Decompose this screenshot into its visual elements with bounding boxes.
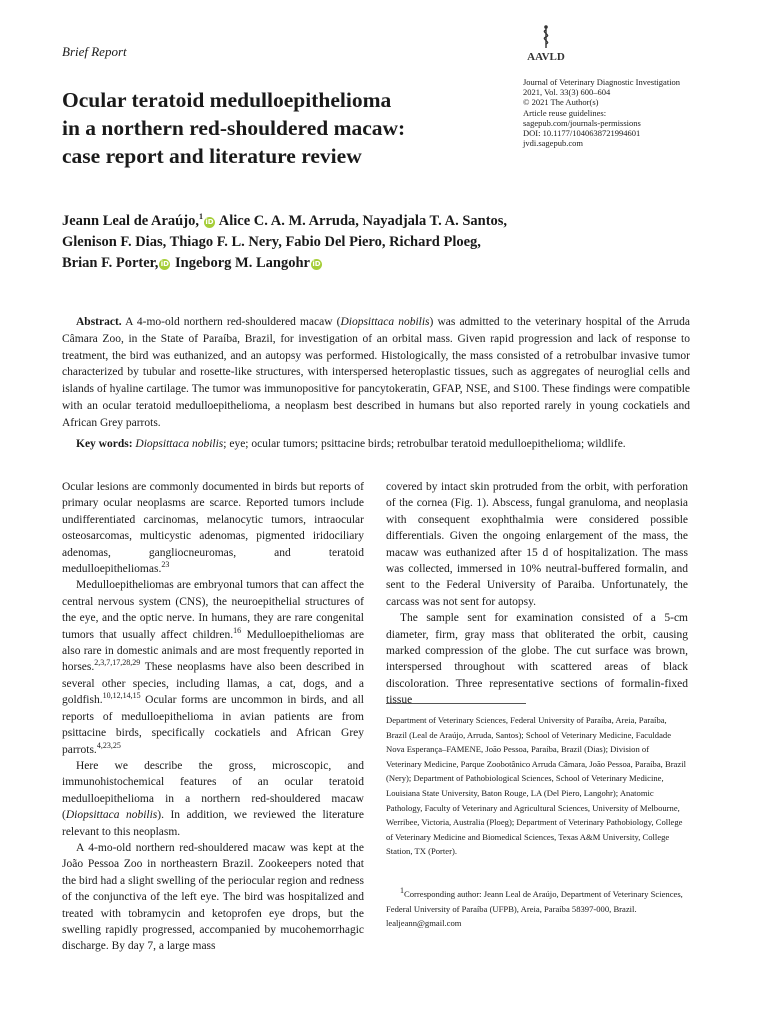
author-line: Glenison F. Dias, Thiago F. L. Nery, Fabio Del Piero, Richard Ploeg, <box>62 234 481 250</box>
paragraph: A 4-mo-old northern red-shouldered macaw was kept at the João Pessoa Zoo in northeastern Brazil. Zookeepers noted that the bird had a slight swelling of the periocular region and redness of the conjunctiva of the left eye. The bird was hospitalized and treated with tobramycin and ketoprofen eye drops, but the swelling rapidly progressed, accompanied by mucohemorrhagic discharge. By day 7, a large mass <box>62 841 364 953</box>
title-line: case report and literature review <box>62 144 362 168</box>
author-list <box>62 211 562 274</box>
paragraph: Ocular lesions are commonly documented in birds but reports of primary ocular neoplasms are scarce. Reported tumors include undifferentiated carcinomas, melanocytic tumors, intraocular osteosarcomas, multicystic adenomas, pigmented iridociliary adenomas, gangliocneuromas, and teratoid medulloepitheliomas.$^{23}$ <box>62 481 364 576</box>
orcid-icon[interactable]: iD <box>205 218 214 226</box>
author-line: Brian F. Porter, iD Ingeborg M. Langohr iD <box>62 255 321 271</box>
abstract: Abstract. A 4-mo-old northern red-shouldered macaw (Diopsittaca nobilis) was admitted to the veterinary hospital of the Arruda Câmara Zoo, in the State of Paraíba, Brazil, for investigation of an orbital mass. Given rapid progression and lack of response to treatment, the bird was euthanized, and an autopsy was performed. Histologically, the mass consisted of a retrobulbar invasive tumor characterized by tubular and rosette-like structures, with interspersed heteroplastic tissues, such as aggregates of neuroglial cells and islands of hyaline cartilage. The tumor was immunopositive for pancytokeratin, GFAP, NSE, and S100. These findings were compatible with an ocular teratoid medulloepithelioma, a neoplasm best described in humans but also reported rarely in young cockatiels and African Grey parrots. <box>62 316 690 429</box>
journal-logo-text: AAVLD <box>527 51 565 63</box>
title-line: Ocular teratoid medulloepithelioma <box>62 88 392 112</box>
journal-info <box>523 77 680 148</box>
orcid-icon[interactable]: iD <box>312 260 321 268</box>
journal-info-line: © 2021 The Author(s) <box>523 97 599 108</box>
journal-info-line: jvdi.sagepub.com <box>523 138 583 149</box>
journal-info-line: 2021, Vol. 33(3) 600–604 <box>523 87 611 98</box>
affiliations: Department of Veterinary Sciences, Federal University of Paraíba, Areia, Paraíba, Brazil (Leal de Araújo, Arruda, Santos); School of Veterinary Medicine, Faculdade Nova Esperança–FAMENE, João Pessoa, Paraíba, Brazil (Dias); Division of Veterinary Medicine, Parque Zoobotânico Arruda Câmara, João Pessoa, Paraíba, Brazil (Nery); Department of Pathobiological Sciences, School of Veterinary Medicine, Louisiana State University, Baton Rouge, LA (Del Piero, Langohr); Anatomic Pathology, Faculty of Veterinary and Agricultural Sciences, University of Melbourne, Werribee, Victoria, Australia (Ploeg); Department of Veterinary Pathobiology, College of Veterinary Medicine and Biomedical Sciences, Texas A&M University, College Station, TX (Porter). <box>386 715 686 857</box>
journal-info-line: sagepub.com/journals-permissions <box>523 117 641 128</box>
paragraph: covered by intact skin protruded from the orbit, with perforation of the cornea (Fig. 1). Abscess, fungal granuloma, and neoplasia with consequent exophthalmia were considered possible differentials. Given the ongoing enlargement of the mass, the macaw was euthanized after 15 d of hospitalization. The mass was collected, immersed in 10% neutral-buffered formalin, and sent to the Federal University of Paraiba. Unfortunately, the carcass was not sent for autopsy. <box>386 481 688 608</box>
keywords-label: Key words: <box>76 438 133 450</box>
keywords: Key words: Diopsittaca nobilis; eye; ocular tumors; psittacine birds; retrobulbar teratoid medulloepithelioma; wildlife. <box>76 438 626 450</box>
journal-info-line: Article reuse guidelines: <box>523 107 607 118</box>
journal-logo <box>520 24 572 64</box>
corresponding-author: $^1$Corresponding author: Jeann Leal de Araújo, Department of Veterinary Sciences, Federal University of Paraíba (UFPB), Areia, Paraíba 58397-000, Brazil. lealjeann@gmail.com <box>386 886 683 929</box>
paragraph: Medulloepitheliomas are embryonal tumors that can affect the central nervous system (CNS), the neuroepithelial structures of the eye, and the optic nerve. In humans, they are rare congenital tumors that usually affect children.$^{16}$ Medulloepitheliomas are also rare in domestic animals and are most frequently reported in horses.$^{2,3,7,17,28,29}$ These neoplasms have also been described in several other species, including llamas, a cat, dogs, and a goldfish.$^{10,12,14,15}$ Ocular forms are uncommon in birds, and all reports of medulloepithelioma in avian patients are from psittacine birds, specifically cockatiels and African Grey parrots.$^{4,23,25}$ <box>62 579 364 756</box>
journal-info-line: Journal of Veterinary Diagnostic Investigation <box>523 77 681 87</box>
title-line: in a northern red-shouldered macaw: <box>62 116 406 140</box>
body-column-left <box>62 479 364 955</box>
article-title <box>62 86 482 170</box>
abstract-label: Abstract. <box>76 316 122 328</box>
orcid-icon[interactable]: iD <box>160 260 169 268</box>
paragraph: The sample sent for examination consisted of a 5-cm diameter, firm, gray mass that obliterated the orbit, causing marked compression of the globe. The cut surface was brown, interspersed throughout with scattered areas of black discoloration. Three representative sections of formalin-fixed tissue <box>386 612 688 707</box>
author-line: Jeann Leal de Araújo,$^1$iD Alice C. A. M. Arruda, Nayadjala T. A. Santos, <box>62 212 508 229</box>
section-label: Brief Report <box>62 44 127 59</box>
body-column-right <box>386 479 688 709</box>
journal-info-line: DOI: 10.1177/1040638721994601 <box>523 128 641 139</box>
footnote-divider <box>386 703 526 704</box>
paragraph: Here we describe the gross, microscopic, and immunohistochemical features of an ocular teratoid medulloepithelioma in a northern red-shouldered macaw (Diopsittaca nobilis). In addition, we reviewed the literature relevant to this neoplasm. <box>62 759 364 838</box>
